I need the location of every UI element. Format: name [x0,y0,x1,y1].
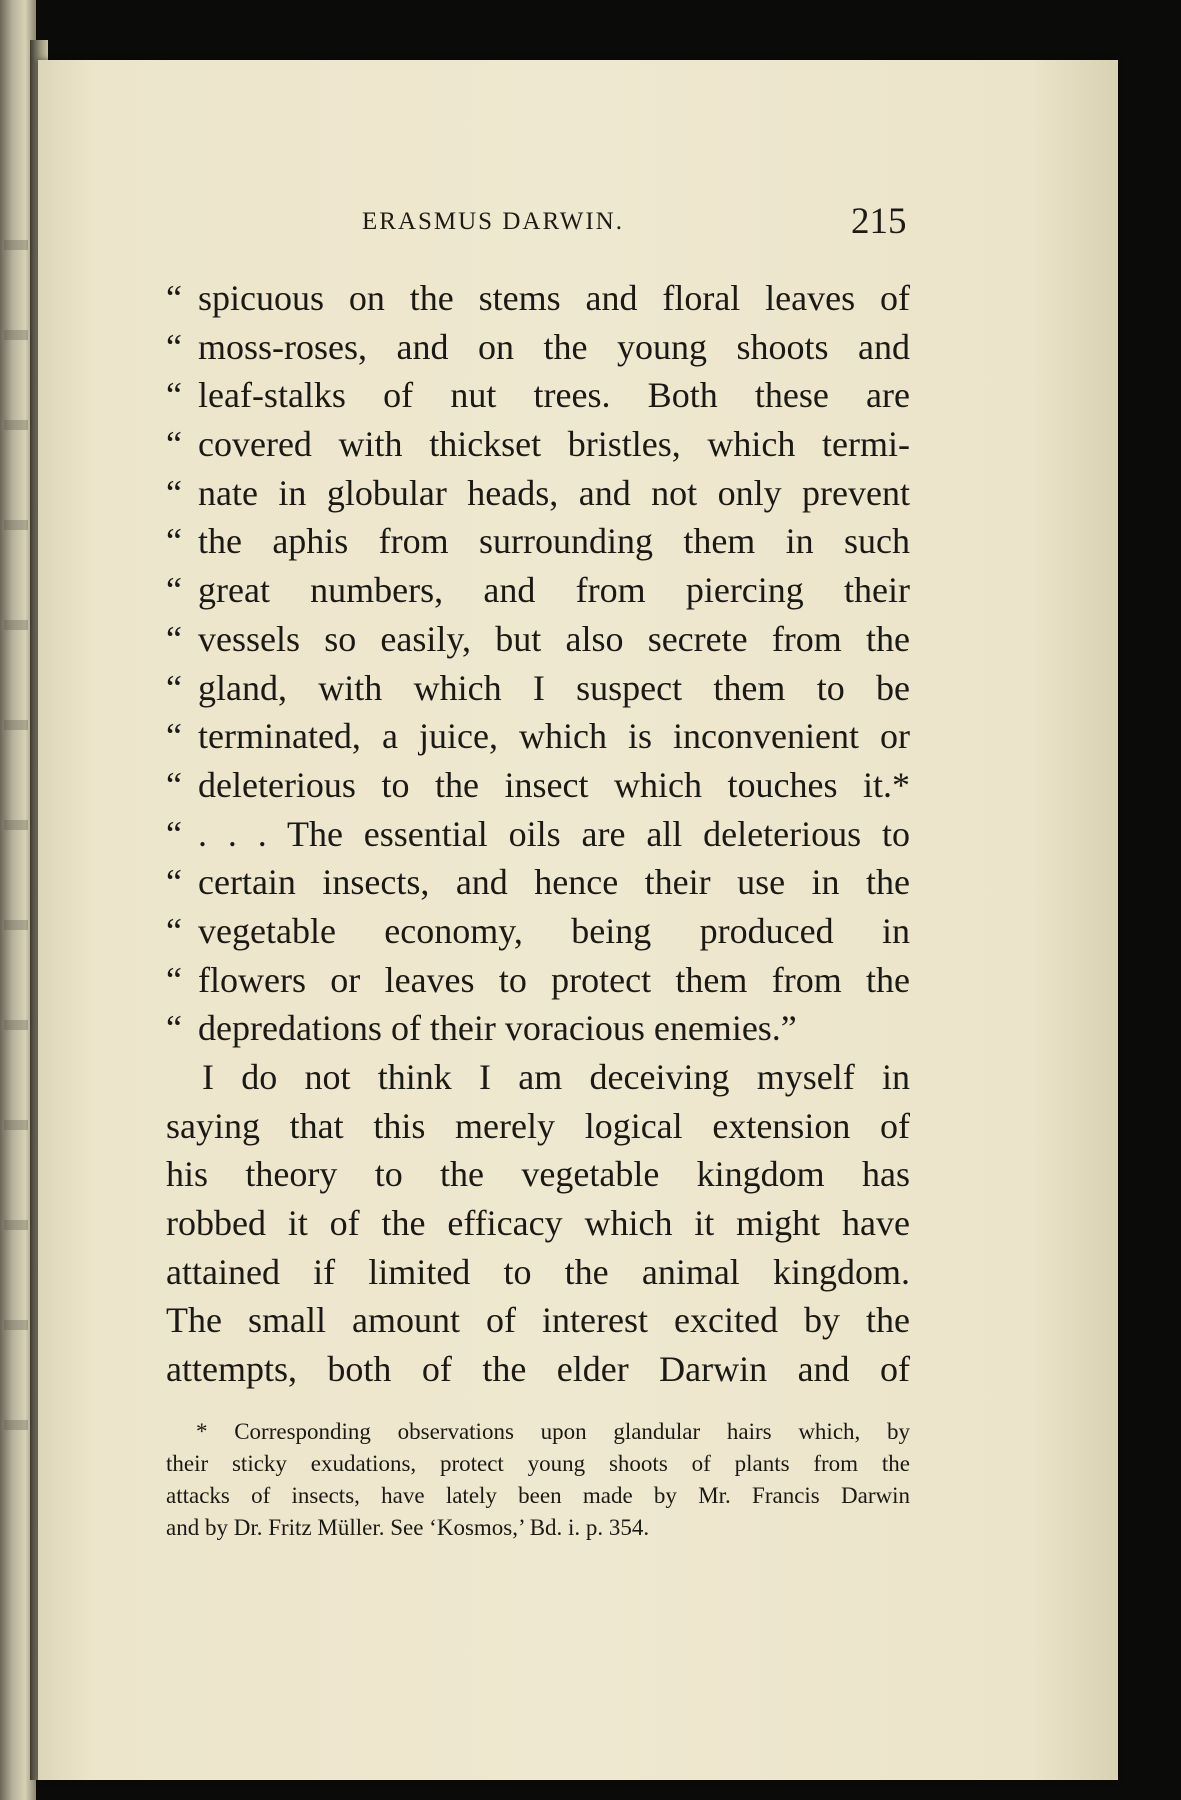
quote-mark: “ [166,472,182,513]
quoted-line [166,420,910,469]
running-title: ERASMUS DARWIN. [362,208,624,235]
footnote [166,1416,910,1544]
quote-mark: “ [166,326,182,367]
quoted-line [166,615,910,664]
quote-mark: “ [166,716,182,757]
facing-page-text-fragment [4,330,28,340]
quote-mark: “ [166,375,182,416]
quoted-line [166,664,910,713]
footnote-line: and by Dr. Fritz Müller. See ‘Kosmos,’ Bd. i. p. 354. [166,1515,650,1540]
body-paragraph [166,1053,910,1394]
quoted-line-text: depredations of their voracious enemies.” [198,1008,797,1049]
quoted-line-text: certain insects, and hence their use in the [198,862,910,903]
facing-page-text-fragment [4,520,28,530]
facing-page-text-fragment [4,1220,28,1230]
facing-page-text-fragment [4,1420,28,1430]
quote-mark: “ [166,910,182,951]
quoted-line [166,858,910,907]
quoted-line [166,761,910,810]
main-text [166,274,910,1394]
quote-mark: “ [166,521,182,562]
quote-mark: “ [166,813,182,854]
footnote-line: attacks of insects, have lately been made by Mr. Francis Darwin [166,1483,910,1508]
quoted-line-text: terminated, a juice, which is inconvenient or [198,716,910,757]
quote-mark: “ [166,278,182,318]
quoted-line [166,907,910,956]
quoted-line [166,810,910,859]
quoted-line-text: flowers or leaves to protect them from the [198,959,910,1000]
quote-mark: “ [166,959,182,1000]
facing-page-text-fragment [4,720,28,730]
quoted-line-text: great numbers, and from piercing their [198,570,910,611]
quoted-line [166,469,910,518]
quoted-line [166,1004,910,1053]
quoted-line-text: nate in globular heads, and not only prevent [198,472,910,513]
quote-mark: “ [166,570,182,611]
quoted-line [166,517,910,566]
quote-mark: “ [166,1008,182,1049]
facing-page-text-fragment [4,420,28,430]
quote-mark: “ [166,862,182,903]
paragraph-line: saying that this merely logical extension of [166,1105,910,1146]
facing-page-text-fragment [4,820,28,830]
quoted-line-text: leaf-stalks of nut trees. Both these are [198,375,910,416]
quoted-passage [166,274,910,1053]
facing-page-text-fragment [4,920,28,930]
paragraph-line: attempts, both of the elder Darwin and of [166,1349,910,1390]
paragraph-line: robbed it of the efficacy which it might have [166,1203,910,1244]
quoted-line-text: spicuous on the stems and floral leaves of [198,278,910,318]
quoted-line [166,956,910,1005]
paragraph-line: The small amount of interest excited by the [166,1300,910,1341]
quoted-line-text: gland, with which I suspect them to be [198,667,910,708]
quoted-line-text: vessels so easily, but also secrete from the [198,618,910,659]
quoted-line [166,274,910,323]
facing-page-text-fragment [4,1120,28,1130]
page-number: 215 [851,201,907,242]
paragraph-line: his theory to the vegetable kingdom has [166,1154,910,1195]
quoted-line-text: vegetable economy, being produced in [198,910,910,951]
quote-mark: “ [166,618,182,659]
facing-page-text-fragment [4,620,28,630]
quoted-line-text: the aphis from surrounding them in such [198,521,910,562]
paragraph-line: attained if limited to the animal kingdom. [166,1251,910,1292]
quote-mark: “ [166,667,182,708]
quote-mark: “ [166,764,182,805]
facing-page-text-fragment [4,1320,28,1330]
quoted-line [166,371,910,420]
footnote-line: their sticky exudations, protect young shoots of plants from the [166,1451,910,1476]
quote-mark: “ [166,424,182,465]
quoted-line [166,712,910,761]
quoted-line-text: . . . The essential oils are all deleterious to [198,813,910,854]
quoted-line-text: moss-roses, and on the young shoots and [198,326,910,367]
facing-page-text-fragment [4,1020,28,1030]
quoted-line-text: deleterious to the insect which touches it.* [198,764,910,805]
running-header [0,200,1181,250]
paragraph-line: I do not think I am deceiving myself in [202,1057,910,1097]
quoted-line [166,323,910,372]
footnote-line: * Corresponding observations upon glandular hairs which, by [196,1419,910,1444]
quoted-line [166,566,910,615]
quoted-line-text: covered with thickset bristles, which termi- [198,424,910,465]
